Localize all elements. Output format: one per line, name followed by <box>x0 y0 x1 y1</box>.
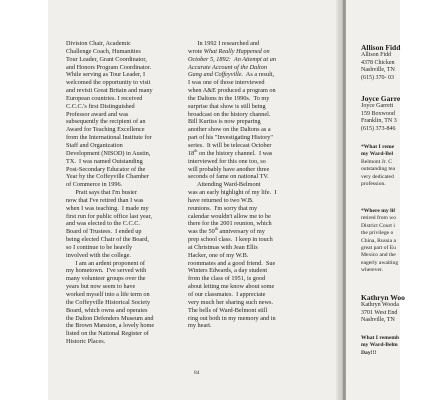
text-line: when A&E produced a program on <box>188 87 276 95</box>
text-line: many volunteer groups over the <box>66 275 146 283</box>
text-column-left <box>66 40 182 346</box>
text-line: Staff and Organization <box>66 141 123 149</box>
text-line: Belmont Jr. C <box>361 158 392 165</box>
text-line: Board of Trustees. I ended up <box>66 228 142 236</box>
text-line: Nashville, TN <box>361 67 395 74</box>
text-line: TX. I was named Outstanding <box>66 157 143 165</box>
text-line: *Where my lif <box>361 208 396 214</box>
text-line: subsequently the recipient of an <box>66 118 146 126</box>
right-passage-1 <box>361 144 441 188</box>
text-line: at Christmas with Jean Ellis <box>188 243 258 251</box>
text-line: now that I've retired than I was <box>66 196 144 204</box>
text-line: Joyce Garrett <box>361 103 394 109</box>
text-line: outstanding tea <box>361 166 396 173</box>
entry-name: Joyce Garre <box>361 94 401 103</box>
text-line: Historic Places. <box>66 338 106 346</box>
text-line: my Ward-Bel <box>361 151 394 158</box>
text-line: October 5, 1892: An Attempt at an <box>188 55 276 63</box>
text-line: calendar wouldn't allow me to be <box>188 212 271 220</box>
text-line: first run for public office last year, <box>66 212 152 220</box>
entry-address <box>361 52 441 82</box>
text-line: eagerly awaiting <box>361 259 399 266</box>
text-line: wherever. <box>361 267 383 274</box>
text-line: series. It will be telecast October <box>188 141 272 149</box>
text-line: was the 50th anniversary of my <box>188 226 265 236</box>
text-line: Development (NISOD) in Austin, <box>66 149 151 157</box>
text-line: I am an ardent proponent of <box>66 259 145 267</box>
text-line: the Coffeyville Historical Society <box>66 298 151 306</box>
text-line: 159 Boxwood <box>361 110 395 117</box>
text-line: wrote What Really Happened on <box>188 47 270 55</box>
text-line: my heart. <box>188 322 212 330</box>
text-column-right <box>188 40 312 330</box>
right-passage-3 <box>361 335 441 357</box>
text-line: part of his "Investigating History" <box>188 134 273 142</box>
text-line: Division Chair, Academic <box>66 40 131 47</box>
entry-address <box>361 103 441 133</box>
text-line: interviewed for this one too, so <box>188 157 266 165</box>
text-line: reunions. I'm sorry that my <box>188 204 258 212</box>
text-line: surprise that show is still being <box>188 102 266 110</box>
entry-name: Allison Fidd <box>361 43 401 52</box>
text-line: being elected Chair of the Board, <box>66 236 149 244</box>
text-line: another show on the Daltons as a <box>188 126 271 134</box>
passage-question <box>361 335 441 357</box>
text-line: worked myself into a life term on <box>66 291 150 298</box>
text-line: Gang and Coffeyville. As a result, <box>188 71 275 79</box>
text-line: (615) 370- 03 <box>361 74 394 81</box>
text-line: What I rememb <box>361 335 400 341</box>
text-line: the Brown Mansion, a lovely home <box>66 322 155 330</box>
text-line: broadcast on the history channel. <box>188 110 271 118</box>
text-line: profession. <box>361 181 386 188</box>
text-line: great part of Eu <box>361 245 396 252</box>
text-line: involved with the college. <box>66 251 131 259</box>
text-line: European countries. I received <box>66 94 143 102</box>
text-line: District Court i <box>361 222 395 229</box>
text-line: Day!!! <box>361 349 377 356</box>
text-line: the Dalton Defenders Museum and <box>66 314 154 322</box>
text-line: Franklin, TN 3 <box>361 118 397 125</box>
text-line: years but now seem to have <box>66 283 136 291</box>
text-line: Year by the Coffeyville Chamber <box>66 173 149 181</box>
entry-address <box>361 302 441 325</box>
text-line: very dedicated <box>361 173 394 180</box>
text-line: welcomed the opportunity to visit <box>66 79 151 87</box>
text-line: Bill Kurtiss is now preparing <box>188 118 261 126</box>
text-line: Allison Fidd <box>361 52 392 58</box>
text-line: of our classmates. I appreciate <box>188 291 266 298</box>
text-line: C.C.C.'s first Distinguished <box>66 102 135 110</box>
text-line: from the class of 1951, is good <box>188 275 266 283</box>
entry-name: Kathryn Woo <box>361 293 405 302</box>
text-line: so I continue to be heavily <box>66 243 133 251</box>
text-line: The bells of Ward-Belmont still <box>188 306 268 314</box>
text-line: my Ward-Belm <box>361 342 398 349</box>
text-line: Mexico and the <box>361 252 396 259</box>
text-line: of Commerce in 1996. <box>66 181 123 189</box>
passage-text <box>361 215 441 274</box>
text-line: Nashville, TN <box>361 317 395 324</box>
text-line: Pratt says that I'm busier <box>66 189 137 197</box>
text-line: *What I reme <box>361 144 395 150</box>
text-line: and Honors Program Coordinator. <box>66 63 152 71</box>
text-line: I was one of those interviewed <box>188 79 265 87</box>
right-entry-joyce <box>361 95 441 133</box>
text-line: was an early highlight of my life. I <box>188 189 277 197</box>
text-line: In 1992 I researched and <box>188 40 260 47</box>
text-line: Winters Edwards, a day student <box>188 267 268 275</box>
text-line: have returned to two W.B. <box>188 196 254 204</box>
text-line: roommates and a good friend. Sue <box>188 259 276 267</box>
text-line: Tour Leader, Grant Coordinator, <box>66 55 147 63</box>
text-line: Attending Ward-Belmont <box>188 181 261 189</box>
right-entry-allison <box>361 44 441 82</box>
passage-text <box>361 159 441 189</box>
text-line: ring out both in my memory and in <box>188 314 276 322</box>
page-number: 84 <box>194 370 200 376</box>
text-line: Post-Secondary Educator of the <box>66 165 146 173</box>
text-line: and was elected to the C.C.C. <box>66 220 140 228</box>
text-line: about letting me know about some <box>188 283 275 291</box>
text-line: the privilege o <box>361 230 394 237</box>
passage-question <box>361 144 441 159</box>
text-line: seconds of fame on national TV. <box>188 173 269 181</box>
right-passage-2 <box>361 208 441 275</box>
text-line: there for the 2001 reunion, which <box>188 220 272 228</box>
text-line: Accurate Account of the Dalton <box>188 63 268 71</box>
right-entry-kathryn <box>361 294 441 325</box>
text-line: my hometown. I've served with <box>66 267 147 275</box>
text-line: Professor award and was <box>66 110 129 118</box>
text-line: very much her sharing such news. <box>188 298 274 306</box>
text-line: Board, which owns and operates <box>66 306 148 314</box>
text-line: Challenge Coach, Humanities <box>66 47 141 55</box>
text-line: the Daltons in the 1990s. To my <box>188 94 270 102</box>
text-line: listed on the National Register of <box>66 330 149 338</box>
text-line: China, Russia a <box>361 237 396 244</box>
text-line: 18th on the history channel. I was <box>188 147 273 157</box>
text-line: from the International Institute for <box>66 134 152 142</box>
text-line: retired from wo <box>361 215 397 222</box>
text-line: 3701 West End <box>361 309 398 316</box>
text-line: will probably have another three <box>188 165 270 173</box>
text-line: Hacker, one of my W.B. <box>188 251 249 259</box>
text-line: Kathryn Wooda <box>361 302 399 308</box>
text-line: 4378 Chicken <box>361 59 395 66</box>
text-line: when I was teaching. I made my <box>66 204 149 212</box>
text-line: prep school class. I keep in touch <box>188 236 273 244</box>
text-line: and revisit Great Britain and many <box>66 87 153 95</box>
text-line: While serving as Tour Leader, I <box>66 71 146 79</box>
text-line: (615) 373-846 <box>361 125 396 132</box>
text-line: Award for Teaching Excellence <box>66 126 145 134</box>
